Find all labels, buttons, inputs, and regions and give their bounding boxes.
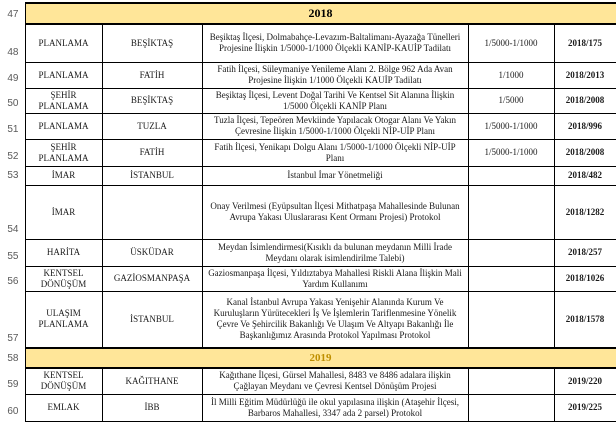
cell-category[interactable]: EMLAK [25, 394, 102, 421]
cell-district[interactable]: TUZLA [102, 113, 202, 139]
cell-scale[interactable]: 1/5000-1/1000 [468, 24, 554, 62]
cell-category[interactable]: KENTSEL DÖNÜŞÜM [25, 368, 102, 394]
cell-district[interactable]: FATİH [102, 62, 202, 88]
cell-scale[interactable] [468, 291, 554, 348]
cell-description[interactable]: Beşiktaş İlçesi, Levent Doğal Tarihi Ve Kentsel Sit Alanına İlişkin 1/5000 Ölçekli KANİP Planı [202, 88, 468, 113]
cell-category[interactable]: PLANLAMA [25, 24, 102, 62]
row-number[interactable]: 52 [0, 139, 25, 166]
cell-scale[interactable]: 1/5000-1/1000 [468, 139, 554, 166]
row-number[interactable]: 60 [0, 394, 25, 421]
cell-decision-number[interactable]: 2019/220 [554, 368, 616, 394]
cell-scale[interactable]: 1/5000 [468, 88, 554, 113]
cell-decision-number[interactable]: 2019/225 [554, 394, 616, 421]
cell-description[interactable]: Fatih İlçesi, Süleymaniye Yenileme Alanı 2. Bölge 962 Ada Avan Projesine İlişkin 1/1000 Ölçekli KAUİP Tadilatı [202, 62, 468, 88]
decisions-table [0, 2, 616, 422]
table-row-section-2019 [0, 348, 616, 368]
row-number[interactable]: 57 [0, 291, 25, 348]
cell-scale[interactable] [468, 394, 554, 421]
cell-district[interactable]: GAZİOSMANPAŞA [102, 266, 202, 291]
section-year-label[interactable]: 2018 [25, 3, 616, 24]
cell-description[interactable]: Fatih İlçesi, Yenikapı Dolgu Alanı 1/5000-1/1000 Ölçekli NİP-UİP Planı [202, 139, 468, 166]
cell-scale[interactable] [468, 266, 554, 291]
row-number[interactable]: 55 [0, 239, 25, 266]
cell-decision-number[interactable]: 2018/175 [554, 24, 616, 62]
cell-decision-number[interactable]: 2018/2008 [554, 88, 616, 113]
cell-scale[interactable]: 1/1000 [468, 62, 554, 88]
cell-district[interactable]: İSTANBUL [102, 166, 202, 185]
row-number[interactable]: 51 [0, 113, 25, 139]
row-number[interactable]: 48 [0, 24, 25, 62]
table-row [0, 24, 616, 62]
cell-scale[interactable] [468, 185, 554, 239]
cell-decision-number[interactable]: 2018/2008 [554, 139, 616, 166]
table-row [0, 239, 616, 266]
cell-decision-number[interactable]: 2018/257 [554, 239, 616, 266]
section-year-label[interactable]: 2019 [25, 348, 616, 368]
row-number[interactable]: 59 [0, 368, 25, 394]
cell-description[interactable]: Tuzla İlçesi, Tepeören Mevkiinde Yapılacak Otogar Alanı Ve Yakın Çevresine İlişkin 1/5000-1/1000 Ölçekli NİP-UİP Planı [202, 113, 468, 139]
row-number[interactable]: 54 [0, 185, 25, 239]
cell-category[interactable]: PLANLAMA [25, 113, 102, 139]
row-number[interactable]: 58 [0, 348, 25, 368]
cell-category[interactable]: ŞEHİR PLANLAMA [25, 139, 102, 166]
cell-district[interactable]: BEŞİKTAŞ [102, 24, 202, 62]
row-number[interactable]: 56 [0, 266, 25, 291]
table-row [0, 139, 616, 166]
cell-decision-number[interactable]: 2018/996 [554, 113, 616, 139]
table-row-section-2018 [0, 3, 616, 24]
cell-decision-number[interactable]: 2018/1282 [554, 185, 616, 239]
cell-scale[interactable] [468, 368, 554, 394]
cell-district[interactable]: KAĞITHANE [102, 368, 202, 394]
cell-district[interactable]: İSTANBUL [102, 291, 202, 348]
cell-description[interactable]: İstanbul İmar Yönetmeliği [202, 166, 468, 185]
cell-decision-number[interactable]: 2018/2013 [554, 62, 616, 88]
cell-category[interactable]: PLANLAMA [25, 62, 102, 88]
cell-category[interactable]: İMAR [25, 185, 102, 239]
table-row [0, 166, 616, 185]
cell-district[interactable]: BEŞİKTAŞ [102, 88, 202, 113]
row-number[interactable]: 47 [0, 3, 25, 24]
table-row [0, 394, 616, 421]
cell-district[interactable]: İBB [102, 394, 202, 421]
cell-scale[interactable] [468, 166, 554, 185]
cell-decision-number[interactable]: 2018/1578 [554, 291, 616, 348]
table-row [0, 185, 616, 239]
cell-decision-number[interactable]: 2018/1026 [554, 266, 616, 291]
cell-category[interactable]: HARİTA [25, 239, 102, 266]
table-row [0, 88, 616, 113]
row-number[interactable]: 49 [0, 62, 25, 88]
table-row [0, 113, 616, 139]
table-row [0, 368, 616, 394]
cell-district[interactable] [102, 185, 202, 239]
cell-district[interactable]: ÜSKÜDAR [102, 239, 202, 266]
cell-description[interactable]: Onay Verilmesi (Eyüpsultan İlçesi Mithatpaşa Mahallesinde Bulunan Avrupa Yakası Uluslararası Kent Ormanı Projesi) Protokol [202, 185, 468, 239]
row-number[interactable]: 50 [0, 88, 25, 113]
cell-decision-number[interactable]: 2018/482 [554, 166, 616, 185]
table-row [0, 291, 616, 348]
cell-scale[interactable]: 1/5000-1/1000 [468, 113, 554, 139]
cell-description[interactable]: Kağıthane İlçesi, Gürsel Mahallesi, 8483 ve 8486 adalara ilişkin Çağlayan Meydanı ve Çevresi Kentsel Dönüşüm Projesi [202, 368, 468, 394]
table-row [0, 62, 616, 88]
cell-district[interactable]: FATİH [102, 139, 202, 166]
cell-category[interactable]: KENTSEL DÖNÜŞÜM [25, 266, 102, 291]
cell-category[interactable]: ULAŞIM PLANLAMA [25, 291, 102, 348]
row-number[interactable]: 53 [0, 166, 25, 185]
cell-description[interactable]: Beşiktaş İlçesi, Dolmabahçe-Levazım-Baltalimanı-Ayazağa Tünelleri Projesine İlişkin 1/5000-1/1000 Ölçekli KANİP-KAUİP Tadilatı [202, 24, 468, 62]
cell-category[interactable]: ŞEHİR PLANLAMA [25, 88, 102, 113]
table-row [0, 266, 616, 291]
cell-scale[interactable] [468, 239, 554, 266]
cell-description[interactable]: Gaziosmanpaşa İlçesi, Yıldıztabya Mahallesi Riskli Alana İlişkin Mali Yardım Kullanımı [202, 266, 468, 291]
cell-description[interactable]: Kanal İstanbul Avrupa Yakası Yenişehir Alanında Kurum Ve Kuruluşların Yürütecekleri İş Ve İşlemlerin Tariflenmesine Yönelik Çevre Ve Şehircilik Bakanlığı Ve Ulaşım Ve Altyapı Bakanlığı İle Başkanlığımız Arasında Protokol Yapılması Protokol [202, 291, 468, 348]
cell-category[interactable]: İMAR [25, 166, 102, 185]
cell-description[interactable]: İl Milli Eğitim Müdürlüğü ile okul yapılasına ilişkin (Ataşehir İlçesi, Barbaros Mahallesi, 3347 ada 2 parsel) Protokol [202, 394, 468, 421]
cell-description[interactable]: Meydan İsimlendirmesi(Kısıklı da bulunan meydanın Milli İrade Meydanı olarak isimlendirilme Talebi) [202, 239, 468, 266]
